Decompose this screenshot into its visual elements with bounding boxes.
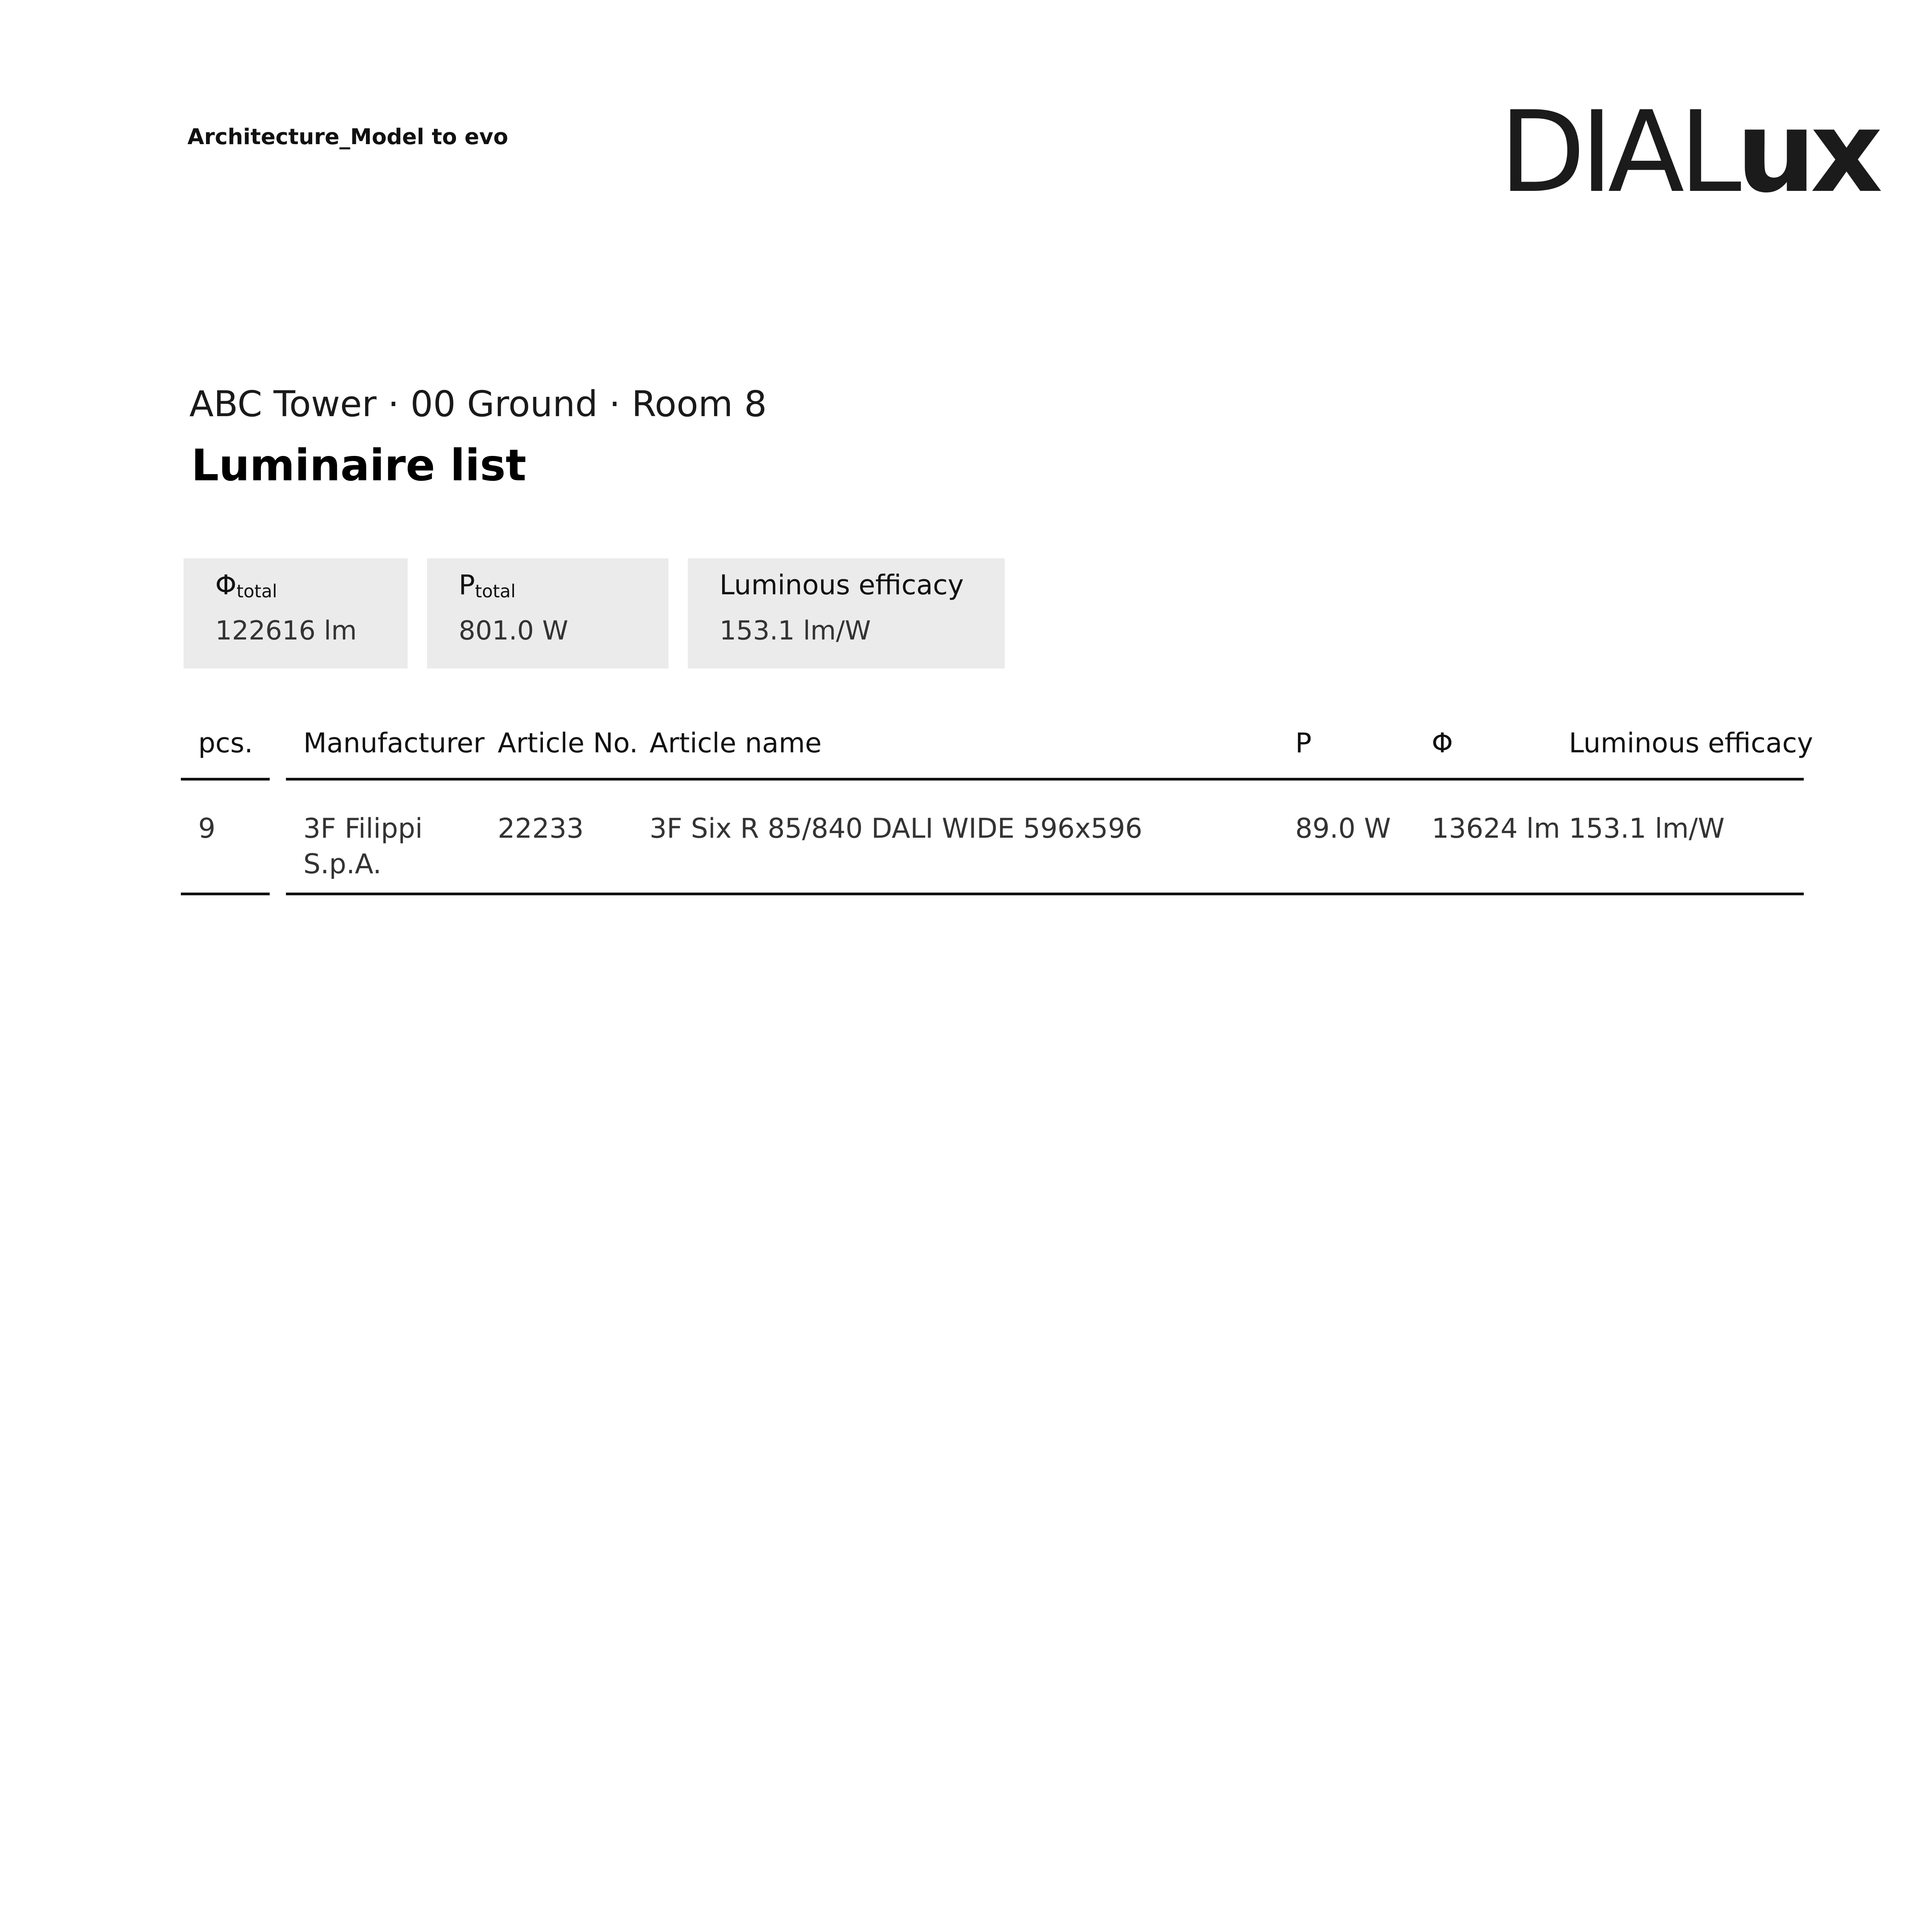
cell-manufacturer xyxy=(303,811,423,882)
manufacturer-line-1: 3F Filippi xyxy=(303,813,423,844)
p-subscript: total xyxy=(475,581,516,602)
summary-phi-value: 122616 lm xyxy=(215,616,357,646)
summary-phi-total xyxy=(184,558,408,668)
cell-phi: 13624 lm xyxy=(1432,813,1560,844)
col-header-article-name: Article name xyxy=(650,727,822,759)
document-project-title: Architecture_Model to evo xyxy=(187,124,509,150)
logo-bold-part: ux xyxy=(1736,87,1878,218)
cell-pcs: 9 xyxy=(198,813,216,844)
col-header-pcs: pcs. xyxy=(198,727,253,759)
col-header-article-no: Article No. xyxy=(498,727,638,759)
page-title: Luminaire list xyxy=(191,440,527,491)
phi-subscript: total xyxy=(236,581,277,602)
summary-efficacy-value: 153.1 lm/W xyxy=(720,616,871,646)
row-rule-pcs xyxy=(181,893,270,895)
summary-p-value: 801.0 W xyxy=(459,616,568,646)
manufacturer-line-2: S.p.A. xyxy=(303,848,382,880)
dialux-logo xyxy=(1499,87,1878,218)
summary-p-label xyxy=(459,569,515,602)
col-header-p: P xyxy=(1295,727,1312,759)
summary-luminous-efficacy xyxy=(688,558,1005,668)
summary-efficacy-label: Luminous efficacy xyxy=(720,569,964,601)
cell-p: 89.0 W xyxy=(1295,813,1391,844)
header-rule-main xyxy=(286,778,1804,781)
col-header-manufacturer: Manufacturer xyxy=(303,727,485,759)
summary-phi-label xyxy=(215,569,277,602)
cell-efficacy: 153.1 lm/W xyxy=(1569,813,1725,844)
cell-article-name: 3F Six R 85/840 DALI WIDE 596x596 xyxy=(650,813,1143,844)
row-rule-main xyxy=(286,893,1804,895)
phi-symbol: Φ xyxy=(215,569,237,601)
breadcrumb: ABC Tower · 00 Ground · Room 8 xyxy=(189,383,767,425)
cell-article-no: 22233 xyxy=(498,813,584,844)
logo-light-part: DIAL xyxy=(1499,87,1736,218)
col-header-phi: Φ xyxy=(1432,727,1453,759)
header-rule-pcs xyxy=(181,778,270,781)
col-header-efficacy: Luminous efficacy xyxy=(1569,727,1813,759)
summary-p-total xyxy=(427,558,668,668)
p-symbol: P xyxy=(459,569,475,601)
